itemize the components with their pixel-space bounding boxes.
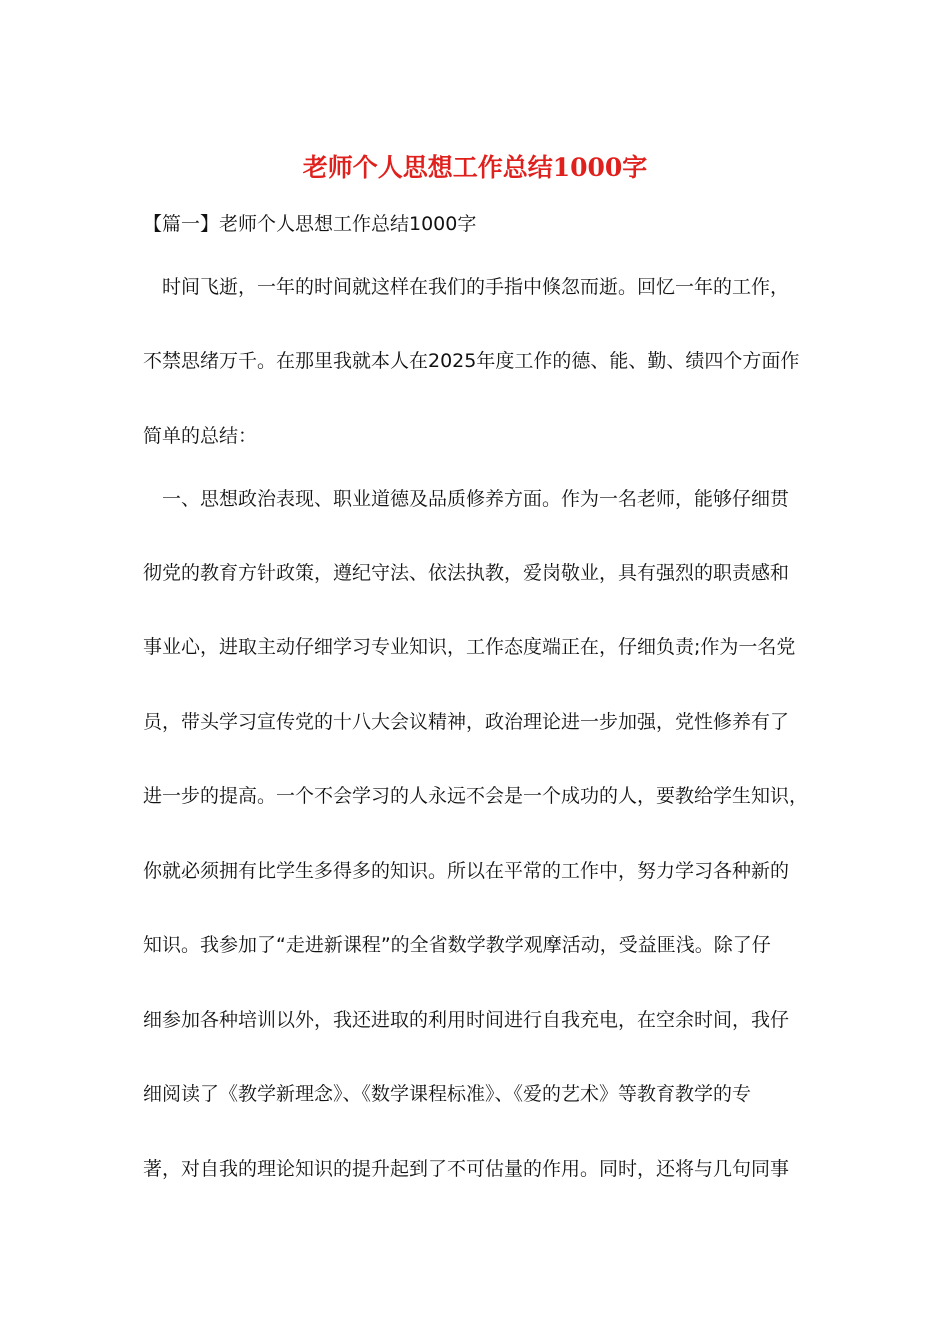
paragraph-line: 彻党的教育方针政策，遵纪守法、依法执教，爱岗敬业，具有强烈的职责感和 bbox=[143, 562, 790, 584]
paragraph-line: 简单的总结： bbox=[143, 425, 258, 447]
paragraph-line: 著，对自我的理论知识的提升起到了不可估量的作用。同时，还将与几句同事 bbox=[143, 1158, 790, 1180]
paragraph-line: 事业心，进取主动仔细学习专业知识，工作态度端正在，仔细负责;作为一名党 bbox=[143, 636, 796, 658]
section-heading: 【篇一】老师个人思想工作总结1000字 bbox=[143, 213, 477, 235]
paragraph-line: 细阅读了《教学新理念》、《数学课程标准》、《爱的艺术》等教育教学的专 bbox=[143, 1083, 752, 1105]
paragraph-line: 不禁思绪万千。在那里我就本人在2025年度工作的德、能、勤、绩四个方面作 bbox=[143, 350, 800, 372]
document-title: 老师个人思想工作总结1000字 bbox=[302, 153, 648, 182]
paragraph-line: 一、思想政治表现、职业道德及品质修养方面。作为一名老师，能够仔细贯 bbox=[143, 488, 790, 510]
paragraph-line: 时间飞逝，一年的时间就这样在我们的手指中倏忽而逝。回忆一年的工作， bbox=[143, 276, 790, 298]
paragraph-line: 你就必须拥有比学生多得多的知识。所以在平常的工作中，努力学习各种新的 bbox=[143, 860, 790, 882]
paragraph-line: 细参加各种培训以外，我还进取的利用时间进行自我充电，在空余时间，我仔 bbox=[143, 1009, 790, 1031]
paragraph-line: 员，带头学习宣传党的十八大会议精神，政治理论进一步加强，党性修养有了 bbox=[143, 711, 790, 733]
paragraph-line: 知识。我参加了“走进新课程”的全省数学教学观摩活动，受益匪浅。除了仔 bbox=[143, 934, 771, 956]
paragraph-line: 进一步的提高。一个不会学习的人永远不会是一个成功的人，要教给学生知识， bbox=[143, 785, 809, 807]
